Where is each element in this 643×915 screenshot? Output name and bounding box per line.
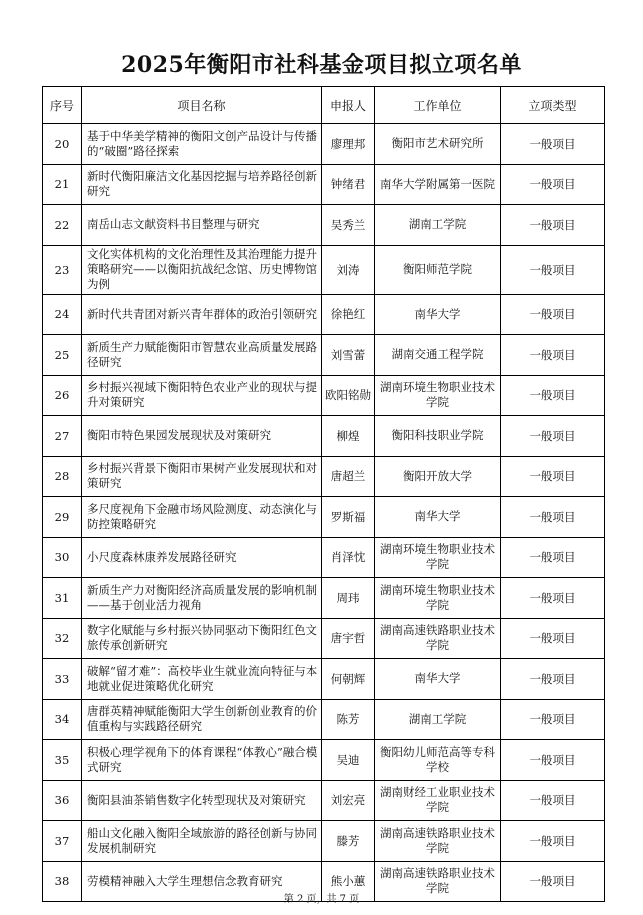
table-row: [43, 578, 605, 619]
work-unit: 南华大学: [375, 497, 501, 538]
table-row: [43, 780, 605, 821]
project-type: 一般项目: [501, 780, 605, 821]
table-row: [43, 659, 605, 700]
table-row: [43, 294, 605, 335]
applicant-name: 刘宏亮: [322, 780, 375, 821]
project-type: 一般项目: [501, 740, 605, 781]
work-unit: 南华大学附属第一医院: [375, 164, 501, 205]
project-type: 一般项目: [501, 205, 605, 246]
row-number: 30: [43, 537, 82, 578]
row-number: 25: [43, 335, 82, 376]
row-number: 34: [43, 699, 82, 740]
project-name: 新质生产力赋能衡阳市智慧农业高质量发展路径研究: [82, 335, 322, 376]
table-row: [43, 416, 605, 457]
project-name: 唐群英精神赋能衡阳大学生创新创业教育的价值重构与实践路径研究: [82, 699, 322, 740]
work-unit: 湖南财经工业职业技术学院: [375, 780, 501, 821]
row-number: 29: [43, 497, 82, 538]
table-row: [43, 375, 605, 416]
work-unit: 南华大学: [375, 294, 501, 335]
work-unit: 湖南交通工程学院: [375, 335, 501, 376]
applicant-name: 刘涛: [322, 245, 375, 294]
project-name: 南岳山志文献资料书目整理与研究: [82, 205, 322, 246]
work-unit: 湖南高速铁路职业技术学院: [375, 821, 501, 862]
project-type: 一般项目: [501, 294, 605, 335]
table-row: [43, 456, 605, 497]
applicant-name: 吴迪: [322, 740, 375, 781]
project-name: 劳模精神融入大学生理想信念教育研究: [82, 861, 322, 902]
row-number: 32: [43, 618, 82, 659]
table-row: [43, 740, 605, 781]
project-name: 破解“留才难”：高校毕业生就业流向特征与本地就业促进策略优化研究: [82, 659, 322, 700]
table-header-row: [43, 87, 605, 124]
row-number: 21: [43, 164, 82, 205]
row-number: 27: [43, 416, 82, 457]
project-type: 一般项目: [501, 578, 605, 619]
work-unit: 湖南工学院: [375, 205, 501, 246]
project-type: 一般项目: [501, 416, 605, 457]
applicant-name: 罗斯福: [322, 497, 375, 538]
header-num: 序号: [43, 87, 82, 124]
project-name: 新时代共青团对新兴青年群体的政治引领研究: [82, 294, 322, 335]
row-number: 24: [43, 294, 82, 335]
table-row: [43, 497, 605, 538]
project-type: 一般项目: [501, 164, 605, 205]
project-name: 小尺度森林康养发展路径研究: [82, 537, 322, 578]
applicant-name: 欧阳铭勋: [322, 375, 375, 416]
project-name: 文化实体机构的文化治理性及其治理能力提升策略研究——以衡阳抗战纪念馆、历史博物馆为例: [82, 245, 322, 294]
table-row: [43, 245, 605, 294]
work-unit: 湖南环境生物职业技术学院: [375, 578, 501, 619]
applicant-name: 肖泽忱: [322, 537, 375, 578]
header-type: 立项类型: [501, 87, 605, 124]
work-unit: 南华大学: [375, 659, 501, 700]
applicant-name: 何朝辉: [322, 659, 375, 700]
row-number: 26: [43, 375, 82, 416]
project-type: 一般项目: [501, 335, 605, 376]
row-number: 38: [43, 861, 82, 902]
project-type: 一般项目: [501, 861, 605, 902]
project-table: [42, 86, 605, 902]
applicant-name: 刘雪蕾: [322, 335, 375, 376]
row-number: 20: [43, 124, 82, 165]
work-unit: 湖南环境生物职业技术学院: [375, 537, 501, 578]
page-footer: 第 2 页，共 7 页: [283, 894, 360, 905]
project-type: 一般项目: [501, 124, 605, 165]
project-name: 船山文化融入衡阳全域旅游的路径创新与协同发展机制研究: [82, 821, 322, 862]
work-unit: 湖南环境生物职业技术学院: [375, 375, 501, 416]
row-number: 33: [43, 659, 82, 700]
work-unit: 衡阳幼儿师范高等专科学校: [375, 740, 501, 781]
header-applicant: 申报人: [322, 87, 375, 124]
project-name: 衡阳县油茶销售数字化转型现状及对策研究: [82, 780, 322, 821]
project-name: 新时代衡阳廉洁文化基因挖掘与培养路径创新研究: [82, 164, 322, 205]
project-type: 一般项目: [501, 618, 605, 659]
project-type: 一般项目: [501, 456, 605, 497]
page-title: 2025年衡阳市社科基金项目拟立项名单: [121, 52, 522, 78]
row-number: 35: [43, 740, 82, 781]
project-name: 积极心理学视角下的体育课程“体教心”融合模式研究: [82, 740, 322, 781]
table-row: [43, 335, 605, 376]
project-name: 基于中华美学精神的衡阳文创产品设计与传播的“破圈”路径探索: [82, 124, 322, 165]
work-unit: 湖南高速铁路职业技术学院: [375, 618, 501, 659]
work-unit: 衡阳市艺术研究所: [375, 124, 501, 165]
table-row: [43, 618, 605, 659]
applicant-name: 廖理邦: [322, 124, 375, 165]
project-name: 新质生产力对衡阳经济高质量发展的影响机制——基于创业活力视角: [82, 578, 322, 619]
row-number: 31: [43, 578, 82, 619]
applicant-name: 滕芳: [322, 821, 375, 862]
project-type: 一般项目: [501, 537, 605, 578]
applicant-name: 柳煌: [322, 416, 375, 457]
header-project: 项目名称: [82, 87, 322, 124]
header-unit: 工作单位: [375, 87, 501, 124]
work-unit: 衡阳师范学院: [375, 245, 501, 294]
row-number: 23: [43, 245, 82, 294]
project-type: 一般项目: [501, 699, 605, 740]
row-number: 22: [43, 205, 82, 246]
project-type: 一般项目: [501, 659, 605, 700]
applicant-name: 徐艳红: [322, 294, 375, 335]
row-number: 28: [43, 456, 82, 497]
project-name: 衡阳市特色果园发展现状及对策研究: [82, 416, 322, 457]
work-unit: 衡阳科技职业学院: [375, 416, 501, 457]
table-row: [43, 164, 605, 205]
applicant-name: 唐超兰: [322, 456, 375, 497]
table-row: [43, 821, 605, 862]
applicant-name: 陈芳: [322, 699, 375, 740]
work-unit: 湖南工学院: [375, 699, 501, 740]
row-number: 37: [43, 821, 82, 862]
project-name: 乡村振兴背景下衡阳市果树产业发展现状和对策研究: [82, 456, 322, 497]
work-unit: 湖南高速铁路职业技术学院: [375, 861, 501, 902]
project-name: 乡村振兴视域下衡阳特色农业产业的现状与提升对策研究: [82, 375, 322, 416]
project-name: 数字化赋能与乡村振兴协同驱动下衡阳红色文旅传承创新研究: [82, 618, 322, 659]
applicant-name: 熊小蕙: [322, 861, 375, 902]
row-number: 36: [43, 780, 82, 821]
project-type: 一般项目: [501, 245, 605, 294]
table-row: [43, 124, 605, 165]
applicant-name: 周玮: [322, 578, 375, 619]
table-row: [43, 537, 605, 578]
project-type: 一般项目: [501, 821, 605, 862]
applicant-name: 唐宇哲: [322, 618, 375, 659]
project-type: 一般项目: [501, 375, 605, 416]
applicant-name: 吴秀兰: [322, 205, 375, 246]
project-type: 一般项目: [501, 497, 605, 538]
table-row: [43, 699, 605, 740]
work-unit: 衡阳开放大学: [375, 456, 501, 497]
table-row: [43, 205, 605, 246]
applicant-name: 钟绪君: [322, 164, 375, 205]
project-name: 多尺度视角下金融市场风险测度、动态演化与防控策略研究: [82, 497, 322, 538]
